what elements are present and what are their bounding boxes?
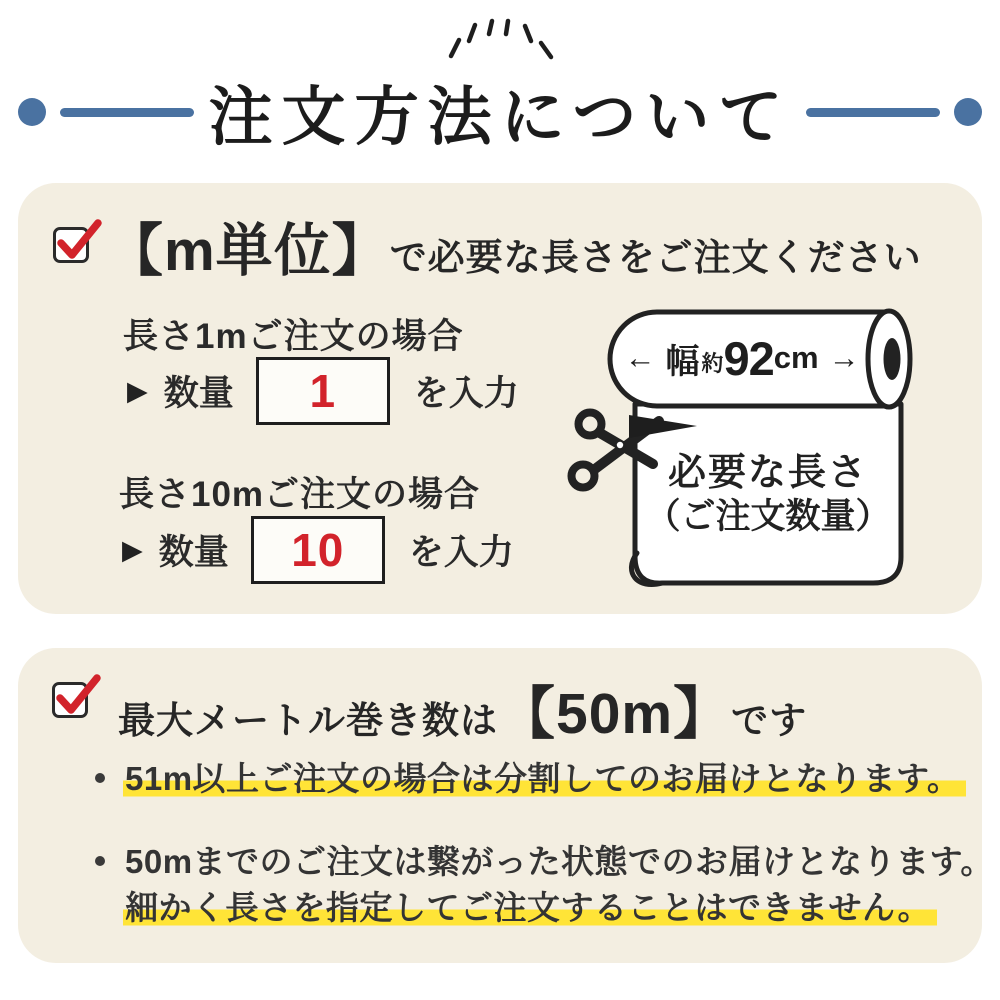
section-order-unit <box>18 183 982 614</box>
note-text: 50mまでのご注文は繋がった状態でのお届けとなります。 <box>125 842 994 880</box>
note-text-highlighted: 51m以上ご注文の場合は分割してのお届けとなります。 <box>123 760 966 797</box>
title-ornament-line-right <box>806 108 940 117</box>
example-1m-row <box>127 357 519 425</box>
example-1m-label: 長さ1mご注文の場合 <box>123 317 464 356</box>
width-unit: cm <box>773 340 819 375</box>
title-row <box>0 68 1000 156</box>
title-ornament-dot-left <box>18 98 46 126</box>
quantity-value: 1 <box>309 365 337 417</box>
width-approx: 約 <box>701 350 724 376</box>
list-item <box>95 756 994 803</box>
sheet-caption <box>635 450 901 539</box>
roll-core <box>884 338 901 380</box>
width-prefix: 幅 <box>665 342 700 381</box>
section2-heading-pre: 最大メートル巻き数は <box>118 700 498 741</box>
quantity-label: 数量 <box>158 533 229 572</box>
roll-width-label <box>605 328 879 388</box>
checkbox-icon <box>53 227 89 263</box>
quantity-label: 数量 <box>163 374 234 413</box>
left-arrow-icon: ← <box>624 340 656 375</box>
page-title: 注文方法について <box>208 81 792 153</box>
red-check-icon <box>53 217 103 265</box>
arrow-right-icon: ▶ <box>122 534 143 565</box>
bullet-dot-icon <box>95 773 105 783</box>
note-text-highlighted: 細かく長さを指定してご注文することはできません。 <box>123 889 937 926</box>
right-arrow-icon: → <box>828 340 860 375</box>
width-value: 92 <box>723 331 774 385</box>
enter-label: を入力 <box>413 374 519 413</box>
title-ornament-line-left <box>60 108 194 117</box>
red-check-icon <box>52 672 102 720</box>
example-10m-row <box>122 516 514 584</box>
section2-heading-post: です <box>731 700 808 741</box>
enter-label: を入力 <box>408 533 514 572</box>
arrow-right-icon: ▶ <box>127 375 148 406</box>
bullet-dot-icon <box>95 856 105 866</box>
sheet-caption-line1: 必要な長さ <box>667 452 868 494</box>
list-item <box>95 839 994 932</box>
title-ornament-dot-right <box>954 98 982 126</box>
example-10m-label: 長さ10mご注文の場合 <box>119 475 481 514</box>
roll-illustration <box>565 304 919 604</box>
section2-heading-strong: 【50m】 <box>498 682 732 746</box>
section2-heading <box>118 668 807 750</box>
checkbox-icon <box>52 682 88 718</box>
section-max-roll <box>18 648 994 963</box>
quantity-value: 10 <box>291 524 345 576</box>
notes-list <box>95 756 994 932</box>
quantity-value-box <box>256 357 390 425</box>
section1-heading-strong: 【m単位】 <box>106 219 390 283</box>
sheet-caption-line2: （ご注文数量） <box>645 497 891 537</box>
section1-heading <box>106 205 922 287</box>
section1-heading-rest: で必要な長さをご注文ください <box>389 237 922 278</box>
quantity-value-box <box>251 516 385 584</box>
burst-lines-icon <box>444 18 556 64</box>
